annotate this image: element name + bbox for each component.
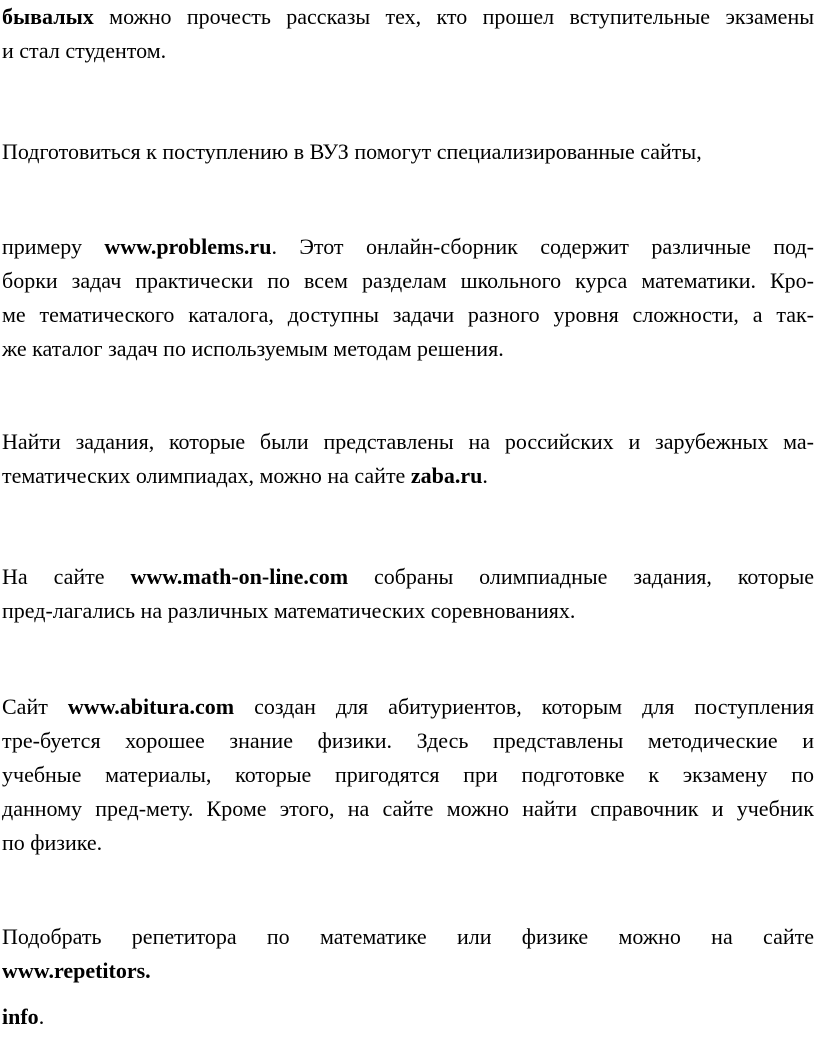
paragraph-1-line-2: и стал студентом. [2, 38, 167, 63]
paragraph-7-line-3: info. [2, 1004, 45, 1029]
paragraph-6-line-5: по физике. [2, 830, 103, 855]
paragraph-3-line-4: же каталог задач по используемым методам решения. [2, 336, 504, 361]
paragraph-4-line-1: Найти задания, которые были представлены на российских и зарубежных ма- [2, 429, 814, 454]
paragraph-2 [2, 135, 814, 169]
paragraph-1 [2, 0, 814, 68]
paragraph-6 [2, 690, 814, 860]
link-zaba-ru[interactable]: zaba.ru [410, 463, 483, 488]
paragraph-4-line-2: тематических олимпиадах, можно на сайте zaba.ru. [2, 463, 488, 488]
paragraph-7-line-2 [2, 954, 814, 988]
paragraph-3-line-1: примеру www.problems.ru. Этот онлайн-сборник содержит различные под- [2, 234, 814, 259]
paragraph-4 [2, 425, 814, 493]
paragraph-3-line-2: борки задач практически по всем разделам школьного курса математики. Кро- [2, 268, 814, 293]
paragraph-7-continuation [2, 1000, 814, 1034]
paragraph-1-line-1: бывалых можно прочесть рассказы тех, кто прошел вступительные экзамены [2, 4, 814, 29]
paragraph-6-line-4: данному пред-мету. Кроме этого, на сайте можно найти справочник и учебник [2, 796, 814, 821]
paragraph-3 [2, 230, 814, 366]
paragraph-2-line-1: Подготовиться к поступлению в ВУЗ помогут специализированные сайты, [2, 139, 702, 164]
paragraph-7-line-1: Подобрать репетитора по математике или физике можно на сайте [2, 924, 814, 949]
paragraph-6-line-1: Сайт www.abitura.com создан для абитуриентов, которым для поступления [2, 694, 814, 719]
paragraph-6-line-2: тре-буется хорошее знание физики. Здесь представлены методические и [2, 728, 814, 753]
link-repetitors-part1[interactable]: www.repetitors. [2, 958, 151, 983]
link-problems-ru[interactable]: www.problems.ru [104, 234, 272, 259]
link-math-on-line[interactable]: www.math-on-line.com [130, 564, 349, 589]
paragraph-5-line-1: На сайте www.math-on-line.com собраны олимпиадные задания, которые [2, 564, 814, 589]
paragraph-3-line-3: ме тематического каталога, доступны задачи разного уровня сложности, а так- [2, 302, 814, 327]
link-repetitors-part2[interactable]: info [2, 1004, 39, 1029]
paragraph-5 [2, 560, 814, 628]
paragraph-7 [2, 920, 814, 988]
paragraph-6-line-3: учебные материалы, которые пригодятся при подготовке к экзамену по [2, 762, 814, 787]
bold-word: бывалых [2, 4, 94, 29]
paragraph-5-line-2: пред-лагались на различных математических соревнованиях. [2, 598, 576, 623]
link-abitura[interactable]: www.abitura.com [67, 694, 235, 719]
